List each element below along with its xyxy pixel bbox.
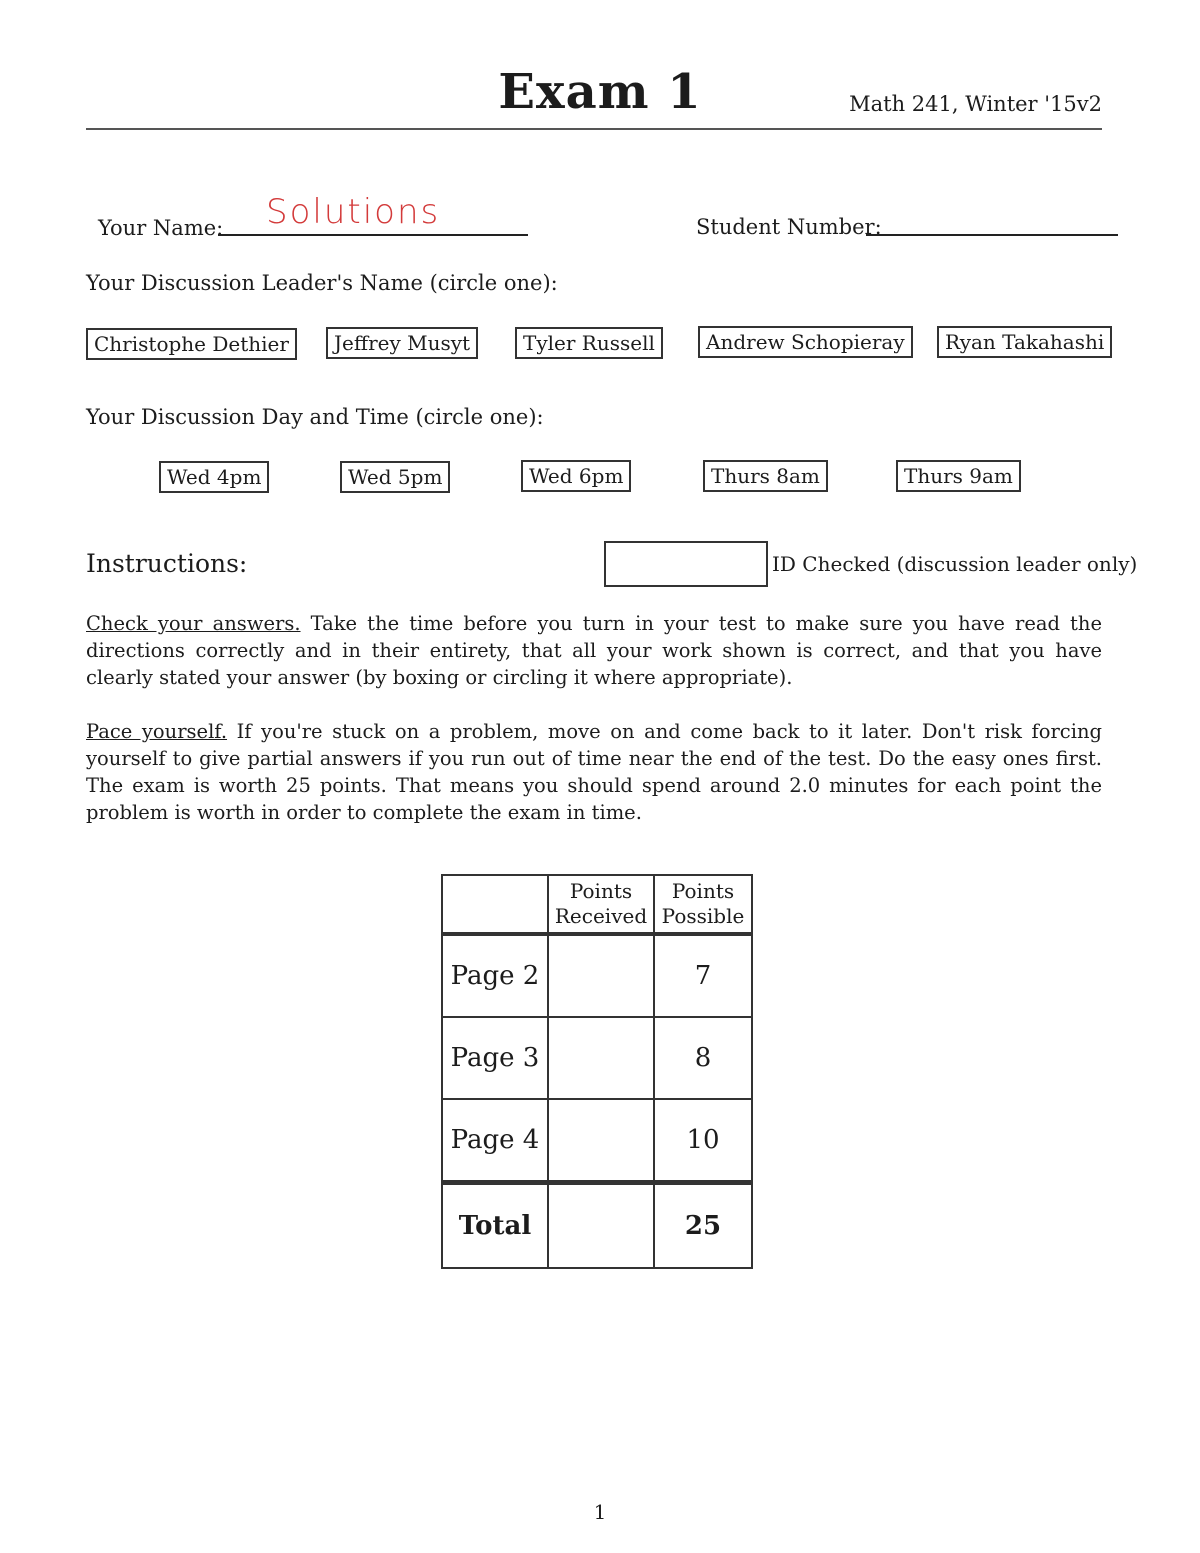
page-number: 1 <box>593 1500 607 1524</box>
row-label: Page 3 <box>442 1017 548 1099</box>
points-received-cell[interactable] <box>548 1017 654 1099</box>
table-row <box>442 934 752 1017</box>
leader-option-russell[interactable]: Tyler Russell <box>515 327 663 359</box>
name-field-line[interactable] <box>218 234 528 236</box>
course-label: Math 241, Winter '15v2 <box>849 92 1102 116</box>
time-option-wed-5pm[interactable]: Wed 5pm <box>340 461 450 493</box>
exam-title: Exam 1 <box>498 64 702 120</box>
total-possible-cell: 25 <box>654 1183 752 1269</box>
check-answers-body: Take the time before you turn in your test to make sure you have read the directions correctly and in their entirety, that all your work shown is correct, and that you have clearly stated your answer (by boxing or circling it where appropriate). <box>86 612 1102 689</box>
score-table-header-row <box>442 875 752 934</box>
points-received-cell[interactable] <box>548 1099 654 1183</box>
score-header-received: Points Received <box>548 875 654 934</box>
time-prompt: Your Discussion Day and Time (circle one): <box>86 405 544 429</box>
points-possible-cell: 8 <box>654 1017 752 1099</box>
id-checked-box[interactable] <box>604 541 768 587</box>
instructions-heading: Instructions: <box>86 549 248 578</box>
id-checked-label: ID Checked (discussion leader only) <box>772 552 1138 576</box>
time-option-thurs-9am[interactable]: Thurs 9am <box>896 460 1021 492</box>
total-row <box>442 1183 752 1269</box>
table-row <box>442 1017 752 1099</box>
time-option-thurs-8am[interactable]: Thurs 8am <box>703 460 828 492</box>
row-label: Page 2 <box>442 934 548 1017</box>
name-handwritten-value[interactable]: Solutions <box>266 192 441 232</box>
time-option-wed-4pm[interactable]: Wed 4pm <box>159 461 269 493</box>
student-number-label: Student Number: <box>696 215 882 239</box>
score-header-blank <box>442 875 548 934</box>
pace-yourself-paragraph <box>86 718 1102 826</box>
header-rule <box>86 128 1102 130</box>
points-possible-cell: 7 <box>654 934 752 1017</box>
leader-prompt: Your Discussion Leader's Name (circle one): <box>86 271 558 295</box>
check-answers-paragraph <box>86 610 1102 691</box>
points-received-cell[interactable] <box>548 934 654 1017</box>
name-label: Your Name: <box>98 216 224 240</box>
score-header-possible: Points Possible <box>654 875 752 934</box>
student-number-field-line[interactable] <box>866 234 1118 236</box>
leader-option-musyt[interactable]: Jeffrey Musyt <box>326 327 478 359</box>
score-table <box>441 874 753 1269</box>
total-label: Total <box>442 1183 548 1269</box>
row-label: Page 4 <box>442 1099 548 1183</box>
time-option-wed-6pm[interactable]: Wed 6pm <box>521 460 631 492</box>
leader-option-dethier[interactable]: Christophe Dethier <box>86 328 297 360</box>
leader-option-takahashi[interactable]: Ryan Takahashi <box>937 326 1112 358</box>
points-possible-cell: 10 <box>654 1099 752 1183</box>
pace-yourself-lead: Pace yourself. <box>86 720 228 743</box>
leader-option-schopieray[interactable]: Andrew Schopieray <box>698 326 913 358</box>
total-received-cell[interactable] <box>548 1183 654 1269</box>
check-answers-lead: Check your answers. <box>86 612 301 635</box>
table-row <box>442 1099 752 1183</box>
pace-yourself-body: If you're stuck on a problem, move on and come back to it later. Don't risk forcing yourself to give partial answers if you run out of time near the end of the test. Do the easy ones first. The exam is worth 25 points. That means you should spend around 2.0 minutes for each point the problem is worth in order to complete the exam in time. <box>86 720 1103 824</box>
